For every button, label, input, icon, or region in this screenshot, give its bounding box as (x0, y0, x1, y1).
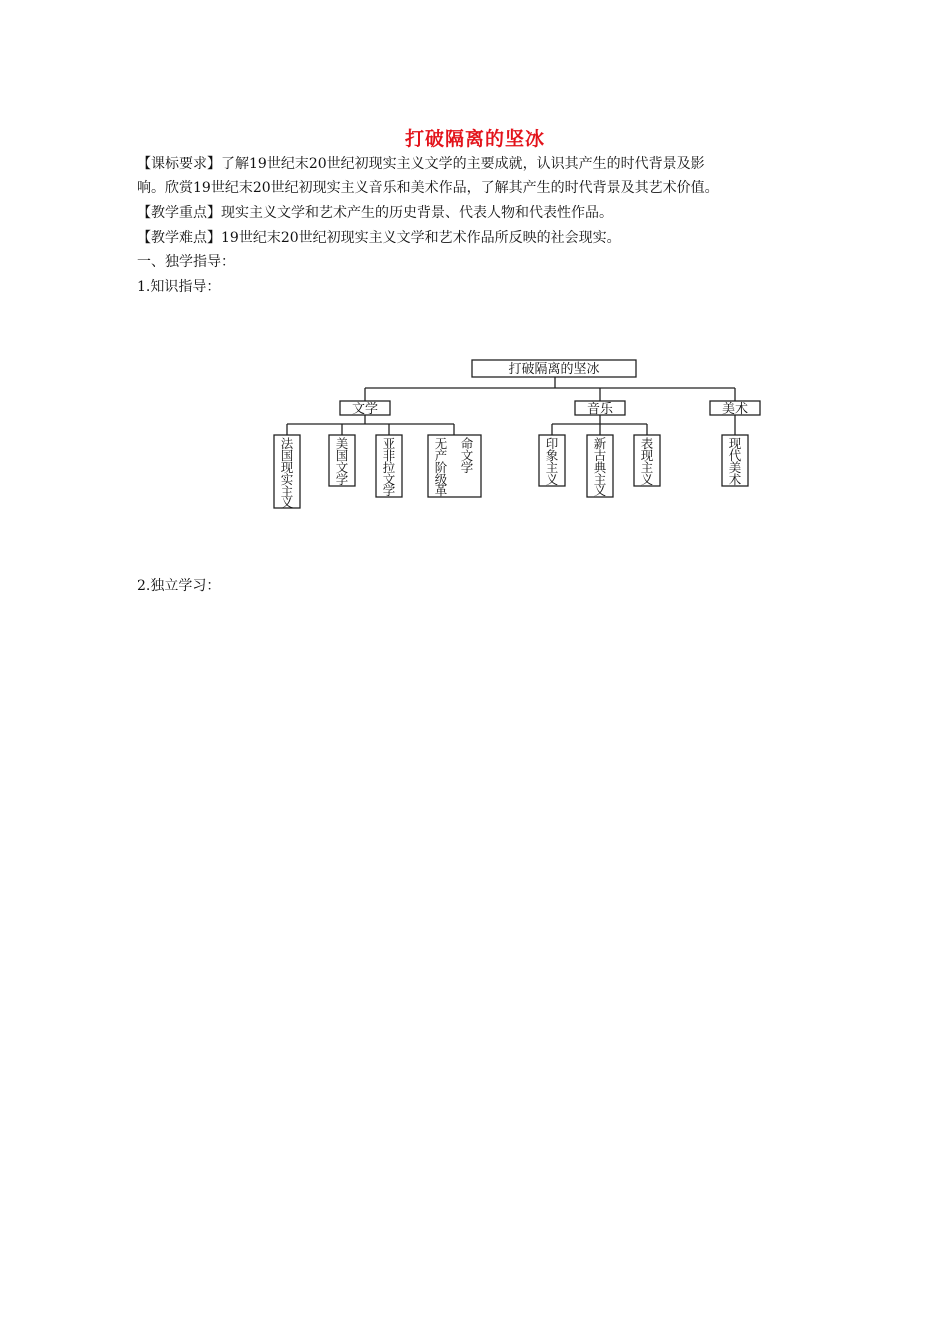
diagram-node-music (575, 401, 625, 417)
leaf-char: 现 (280, 460, 294, 475)
leaf-char: 拉 (382, 460, 396, 475)
leaf-char: 印 (545, 436, 559, 451)
diagram-leaf-expressionism (634, 435, 660, 487)
document-title: 打破隔离的坚冰 (404, 128, 545, 150)
leaf-char: 主 (640, 460, 654, 475)
leaf-char: 文 (460, 448, 474, 463)
leaf-char: 现 (728, 436, 742, 451)
leaf-char: 现 (640, 448, 654, 463)
leaf-char: 象 (545, 448, 559, 463)
leaf-char: 产 (434, 448, 448, 463)
diagram-leaf-neoclassicism (587, 435, 613, 498)
subsection-2-heading: 2.独立学习： (137, 578, 221, 594)
diagram-leaf-french-realism (274, 435, 300, 510)
leaf-char: 文 (382, 472, 396, 487)
leaf-char: 新 (593, 436, 607, 451)
leaf-char: 非 (382, 448, 396, 463)
key-point-text: 现实主义文学和艺术产生的历史背景、代表人物和代表性作品。 (221, 205, 613, 221)
diagram-leaf-afro-asian-latin-literature (376, 435, 402, 498)
leaf-char: 主 (545, 460, 559, 475)
diagram-leaf-modern-art (722, 435, 748, 487)
diagram-node-literature-label: 文学 (351, 402, 379, 417)
leaf-char: 典 (593, 460, 607, 475)
leaf-char: 学 (382, 483, 396, 498)
leaf-char: 国 (335, 448, 349, 463)
diagram-node-literature (340, 401, 390, 417)
leaf-char: 美 (728, 460, 742, 475)
diagram-node-art-label: 美术 (721, 402, 749, 417)
leaf-char: 义 (640, 472, 654, 487)
section-1-heading: 一、独学指导： (137, 254, 235, 270)
leaf-char: 法 (280, 436, 294, 451)
leaf-char: 学 (335, 472, 349, 487)
leaf-char: 阶 (434, 460, 448, 475)
leaf-char: 主 (280, 484, 294, 499)
leaf-char: 级 (434, 472, 448, 487)
leaf-char: 义 (280, 495, 294, 510)
difficulty-text: 19世纪末20世纪初现实主义文学和艺术作品所反映的社会现实。 (221, 230, 621, 246)
requirement-label: 【课标要求】 (137, 156, 221, 172)
leaf-char: 表 (640, 436, 654, 451)
requirement-line-2: 响。欣赏19世纪末20世纪初现实主义音乐和美术作品，了解其产生的时代背景及其艺术价值。 (137, 180, 719, 196)
leaf-char: 义 (593, 483, 607, 498)
leaf-char: 命 (460, 436, 474, 451)
requirement-text-1: 了解19世纪末20世纪初现实主义文学的主要成就，认识其产生的时代背景及影 (221, 156, 705, 172)
key-point-label: 【教学重点】 (137, 205, 221, 221)
leaf-char: 实 (280, 472, 294, 487)
leaf-char: 无 (434, 436, 448, 451)
leaf-char: 主 (593, 472, 607, 487)
diagram-root-label: 打破隔离的坚冰 (508, 362, 600, 377)
leaf-char: 亚 (382, 436, 396, 451)
diagram-root-node (472, 360, 636, 377)
leaf-char: 术 (728, 472, 742, 487)
diagram-node-art (710, 401, 760, 417)
diagram-leaf-proletarian-revolutionary-literature (428, 435, 481, 498)
leaf-char: 义 (545, 472, 559, 487)
leaf-char: 美 (335, 436, 349, 451)
diagram-leaf-american-literature (329, 435, 355, 487)
leaf-char: 代 (728, 448, 742, 463)
subsection-1-heading: 1.知识指导： (137, 279, 221, 295)
leaf-char: 革 (434, 483, 448, 498)
diagram-leaf-impressionism (539, 435, 565, 487)
diagram-node-music-label: 音乐 (586, 402, 614, 417)
leaf-char: 学 (460, 460, 474, 475)
leaf-char: 国 (280, 448, 294, 463)
leaf-char: 文 (335, 460, 349, 475)
difficulty-label: 【教学难点】 (137, 230, 221, 246)
leaf-char: 古 (593, 448, 607, 463)
